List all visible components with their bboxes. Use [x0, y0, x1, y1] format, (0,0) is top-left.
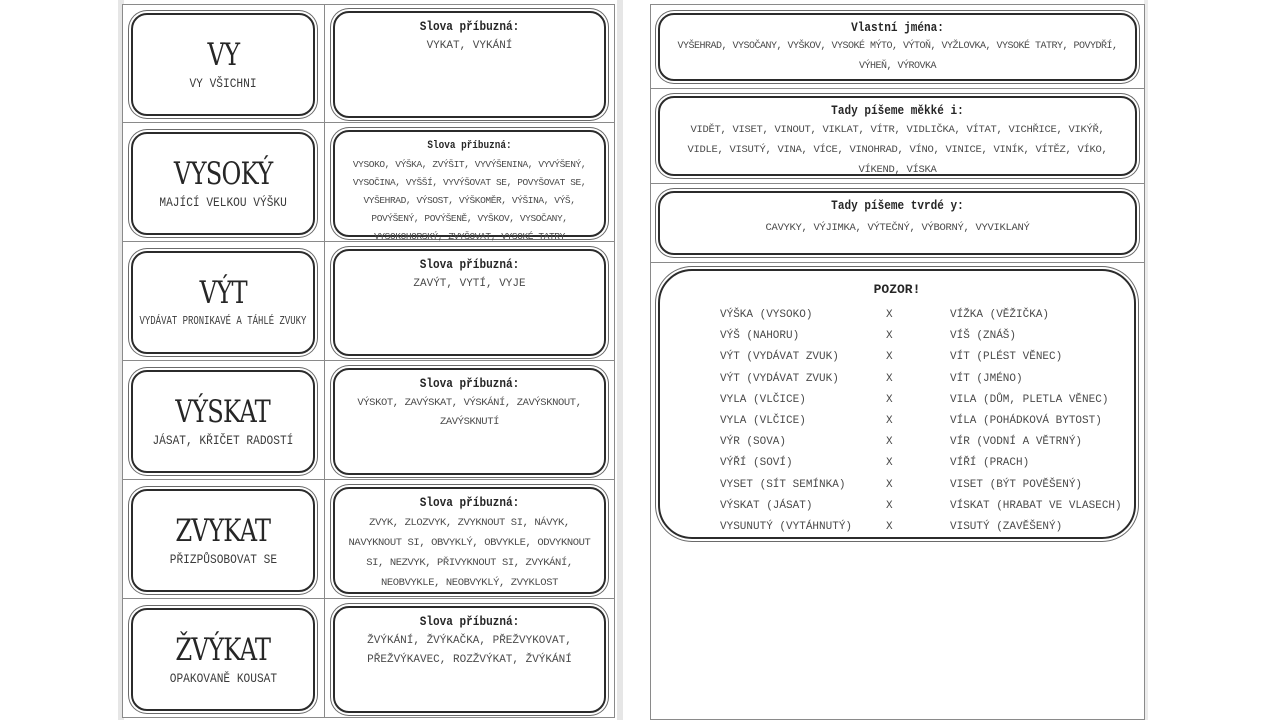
hard-y-text: CAVYKY, VÝJIMKA, VÝTEČNÝ, VÝBORNÝ, VYVIKLANÝ — [765, 222, 1030, 234]
left-word: VYLA (VLČICE) — [720, 414, 806, 427]
proper-names-text: VYŠEHRAD, VYSOČANY, VYŠKOV, VYSOKÉ MÝTO, VÝTOŇ, VYŽLOVKA, VYSOKÉ TATRY, POVYDŘÍ, VÝHEŇ, VÝROVKA — [677, 41, 1118, 72]
separator: X — [886, 414, 893, 427]
related-words-card — [333, 487, 606, 594]
related-title: Slova příbuzná: — [419, 19, 520, 34]
right-word: VÍT (PLÉST VĚNEC) — [950, 351, 1063, 364]
word-title: VYSOKÝ — [173, 155, 273, 192]
card-row — [123, 124, 614, 242]
right-word: VILA (DŮM, PLETLA VĚNEC) — [950, 393, 1109, 406]
related-title: Slova příbuzná: — [419, 614, 520, 629]
right-word: VÍT (JMÉNO) — [950, 372, 1023, 385]
related-title: Slova příbuzná: — [419, 495, 520, 510]
word-title: VÝT — [199, 274, 247, 311]
card-row — [123, 243, 614, 361]
card-row — [123, 481, 614, 599]
page-gutter-middle — [617, 0, 623, 720]
right-word: VISET (BÝT POVĚŠENÝ) — [950, 478, 1083, 491]
right-word: VÍŠ (ZNÁŠ) — [950, 330, 1017, 343]
word-title: VY — [207, 36, 239, 73]
table-row — [720, 309, 1100, 330]
left-word: VYSUNUTÝ (VYTÁHNUTÝ) — [720, 520, 853, 533]
word-definition: OPAKOVANĚ KOUSAT — [169, 670, 277, 686]
separator: X — [886, 309, 893, 321]
table-row — [720, 373, 1100, 394]
separator: X — [886, 499, 893, 512]
related-words: ŽVÝKÁNÍ, ŽVÝKAČKA, PŘEŽVYKOVAT, PŘEŽVÝKAVEC, ROZŽVÝKAT, ŽVÝKÁNÍ — [367, 635, 572, 666]
proper-names-section — [651, 5, 1144, 89]
table-row — [720, 457, 1100, 478]
separator: X — [886, 372, 893, 385]
pozor-box — [658, 269, 1136, 539]
table-row — [720, 415, 1100, 436]
table-row — [720, 479, 1100, 500]
related-words-card — [333, 606, 606, 713]
word-definition: MAJÍCÍ VELKOU VÝŠKU — [159, 194, 287, 210]
card-row — [123, 362, 614, 480]
soft-i-title: Tady píšeme měkké i: — [831, 103, 964, 118]
separator: X — [886, 330, 893, 343]
related-words: VÝSKOT, ZAVÝSKAT, VÝSKÁNÍ, ZAVÝSKNOUT, ZAVÝSKNUTÍ — [357, 397, 582, 428]
related-title: Slova příbuzná: — [419, 376, 520, 391]
left-word: VÝT (VYDÁVAT ZVUK) — [720, 351, 839, 364]
word-title: VÝSKAT — [175, 393, 271, 430]
left-word: VÝR (SOVA) — [720, 436, 787, 449]
left-word: VÝŘÍ (SOVÍ) — [720, 457, 793, 470]
left-word: VÝŠKA (VYSOKO) — [720, 309, 813, 321]
pozor-section — [651, 263, 1144, 719]
proper-names-title: Vlastní jména: — [851, 20, 944, 35]
right-word: VÍŘÍ (PRACH) — [950, 457, 1030, 470]
word-title: ŽVÝKAT — [175, 631, 271, 668]
word-card — [131, 608, 315, 711]
separator: X — [886, 393, 893, 406]
word-card — [131, 13, 315, 116]
soft-i-text: VIDĚT, VISET, VINOUT, VIKLAT, VÍTR, VIDLIČKA, VÍTAT, VICHŘICE, VIKÝŘ, VIDLE, VISUTÝ, VINA, VÍCE, VINOHRAD, VÍNO, VINICE, VINÍK, VÍTĚZ, VÍKO, VÍKEND, VÍSKA — [687, 124, 1108, 176]
word-definition: VY VŠICHNI — [189, 75, 257, 91]
pozor-title: POZOR! — [873, 282, 921, 297]
hard-y-box — [658, 191, 1137, 255]
separator: X — [886, 436, 893, 449]
left-word: VÝT (VYDÁVAT ZVUK) — [720, 372, 839, 385]
separator: X — [886, 351, 893, 364]
hard-y-title: Tady píšeme tvrdé y: — [831, 198, 964, 213]
related-words: VYSOKO, VÝŠKA, ZVÝŠIT, VYVÝŠENINA, VYVÝŠENÝ, VYSOČINA, VYŠŠÍ, VYVÝŠOVAT SE, POVYŠOVAT SE, VYŠEHRAD, VÝSOST, VÝŠKOMĚR, VÝŠINA, VÝŠ, POVÝŠENÝ, POVÝŠENĚ, VYŠKOV, VYSOČANY, VYSOKOHORSKÝ, ZVYŠOVAT, VYSOKÉ TATRY — [352, 159, 587, 242]
related-words-card — [333, 11, 606, 118]
table-row — [720, 499, 1122, 521]
hard-y-section — [651, 184, 1144, 263]
separator: X — [886, 457, 893, 470]
left-word: VYLA (VLČICE) — [720, 393, 806, 406]
word-definition: JÁSAT, KŘIČET RADOSTÍ — [152, 432, 294, 448]
card-row — [123, 5, 614, 123]
proper-names-box — [658, 13, 1137, 81]
word-card — [131, 370, 315, 473]
left-word: VÝSKAT (JÁSAT) — [720, 499, 813, 512]
table-row — [720, 393, 1109, 415]
word-title: ZVYKAT — [175, 512, 271, 549]
right-page — [650, 4, 1145, 720]
table-row — [720, 521, 1100, 542]
related-title: Slova příbuzná: — [427, 140, 512, 152]
separator: X — [886, 520, 893, 533]
right-word: VISUTÝ (ZAVĚŠENÝ) — [950, 520, 1063, 533]
homophone-table — [720, 309, 1122, 542]
table-row — [720, 436, 1100, 457]
word-card — [131, 489, 315, 592]
related-words-card — [333, 249, 606, 356]
left-word: VYSET (SÍT SEMÍNKA) — [720, 478, 846, 491]
left-word: VÝŠ (NAHORU) — [720, 330, 800, 343]
soft-i-section — [651, 89, 1144, 184]
related-words: VYKAT, VYKÁNÍ — [426, 40, 513, 52]
related-words-card — [333, 130, 606, 242]
table-row — [720, 351, 1100, 372]
table-row — [720, 330, 1100, 351]
right-word: VÍR (VODNÍ A VĚTRNÝ) — [950, 436, 1083, 449]
right-word: VÍLA (POHÁDKOVÁ BYTOST) — [950, 414, 1102, 427]
related-title: Slova příbuzná: — [419, 257, 520, 272]
separator: X — [886, 478, 893, 491]
right-word: VÍŽKA (VĚŽIČKA) — [950, 309, 1050, 321]
related-words: ZAVÝT, VYTÍ, VYJE — [413, 278, 526, 290]
word-card — [131, 132, 315, 235]
related-words: ZVYK, ZLOZVYK, ZVYKNOUT SI, NÁVYK, NAVYKNOUT SI, OBVYKLÝ, OBVYKLE, ODVYKNOUT SI, NEZVYK, PŘIVYKNOUT SI, ZVYKÁNÍ, NEOBVYKLE, NEOBVYKLÝ, ZVYKLOST — [348, 517, 591, 589]
right-word: VÍSKAT (HRABAT VE VLASECH) — [950, 499, 1122, 512]
word-definition: VYDÁVAT PRONIKAVÉ A TÁHLÉ ZVUKY — [139, 314, 307, 328]
card-row — [123, 600, 614, 718]
left-page — [122, 4, 615, 718]
related-words-card — [333, 368, 606, 475]
soft-i-box — [658, 96, 1137, 176]
word-definition: PŘIZPŮSOBOVAT SE — [169, 551, 277, 567]
word-card — [131, 251, 315, 354]
